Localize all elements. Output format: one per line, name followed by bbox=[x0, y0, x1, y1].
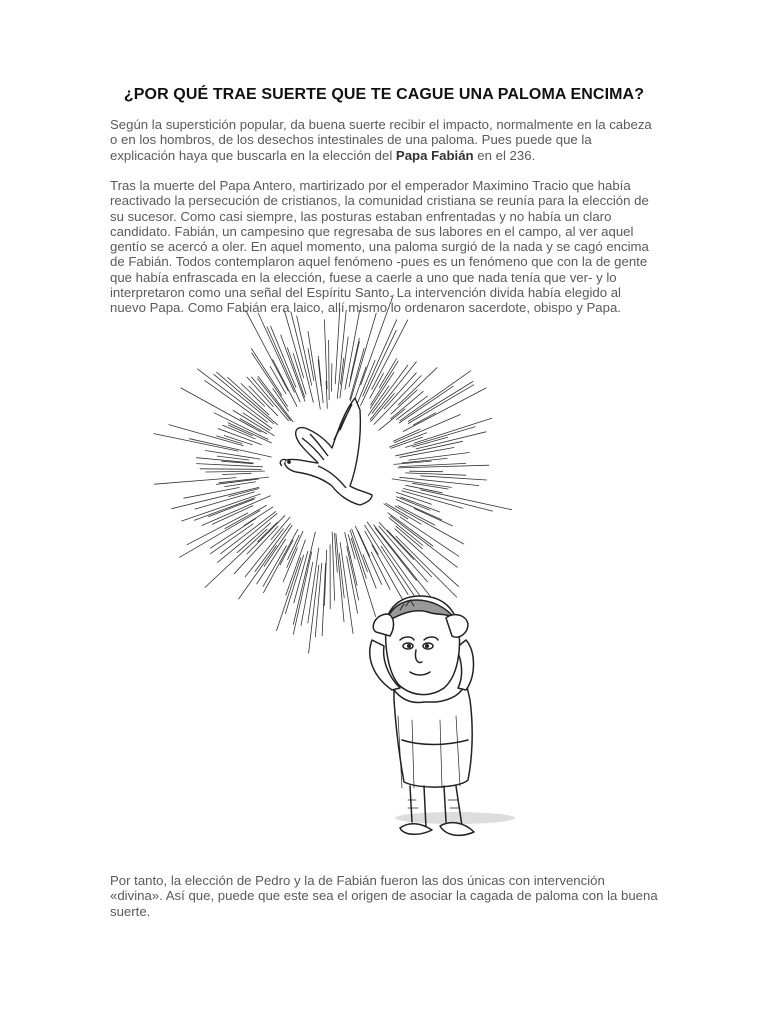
light-ray bbox=[206, 471, 265, 472]
light-ray bbox=[318, 360, 321, 386]
intro-text-before: Según la superstición popular, da buena suerte recibir el impacto, normalmente en la cabeza o en los hombros, de los desechos intestinales de una paloma. Pues puede que la explicación haya que buscarla en la elección del bbox=[110, 117, 652, 163]
light-ray bbox=[257, 539, 286, 584]
light-ray bbox=[335, 309, 340, 384]
light-ray bbox=[408, 382, 473, 422]
light-ray bbox=[331, 364, 332, 392]
light-ray bbox=[392, 479, 451, 488]
light-ray bbox=[414, 418, 492, 443]
light-ray bbox=[200, 469, 262, 470]
light-ray bbox=[408, 385, 474, 424]
light-ray bbox=[421, 476, 487, 480]
light-ray bbox=[358, 531, 370, 557]
light-ray bbox=[374, 376, 421, 425]
light-ray bbox=[308, 331, 320, 409]
light-ray bbox=[247, 516, 285, 554]
light-ray bbox=[332, 532, 334, 600]
light-ray bbox=[318, 356, 323, 402]
light-ray bbox=[219, 477, 268, 483]
light-ray bbox=[335, 534, 338, 573]
light-ray bbox=[397, 497, 430, 510]
light-ray bbox=[315, 563, 322, 637]
light-ray bbox=[184, 488, 240, 499]
light-ray bbox=[246, 310, 289, 391]
light-ray bbox=[196, 458, 253, 463]
light-ray bbox=[241, 384, 265, 407]
paragraph-story: Tras la muerte del Papa Antero, martirizado por el emperador Maximino Tracio que había reactivado la persecución de cristianos, la comunidad cristiana se reunía para la elección de su sucesor. Como casi siempre, las posturas estaban enfrentadas y no había un claro candidato. Fabián, un campesino que regresaba de sus labores en el campo, al ver aquel gentío se acercó a oler. En aquel momento, una paloma surgió de la nada y se cagó encima de Fabián. Todos contemplaron aquel fenómeno -pues es un fenómeno que con la de gente que había enfrascada en la elección, fuese a caerle a uno que nada tenía que ver- y lo interpretaron como una señal del Espíritu Santo. La intervención divida había elegido al nuevo Papa. Como Fabián era laico, allí mismo lo ordenaron sacerdote, obispo y Papa. bbox=[110, 178, 649, 316]
light-ray bbox=[205, 529, 267, 587]
light-ray bbox=[386, 503, 421, 524]
light-ray bbox=[350, 338, 359, 379]
light-ray bbox=[363, 320, 397, 396]
light-ray bbox=[370, 373, 384, 398]
intro-bold-name: Papa Fabián bbox=[395, 147, 474, 163]
light-ray bbox=[379, 359, 396, 388]
light-ray bbox=[340, 337, 348, 398]
light-ray bbox=[324, 320, 327, 389]
light-ray bbox=[402, 491, 463, 509]
light-ray bbox=[263, 546, 286, 587]
light-ray bbox=[347, 546, 359, 600]
light-ray bbox=[406, 485, 443, 493]
light-ray bbox=[336, 534, 344, 622]
light-ray bbox=[297, 316, 312, 385]
light-ray bbox=[395, 529, 459, 587]
light-ray bbox=[223, 473, 252, 474]
light-ray bbox=[287, 531, 303, 567]
light-ray bbox=[397, 396, 428, 419]
dove-icon bbox=[280, 398, 372, 505]
light-ray bbox=[181, 388, 261, 432]
light-ray bbox=[214, 374, 274, 423]
light-ray bbox=[197, 464, 263, 467]
intro-text-after: en el 236. bbox=[473, 147, 536, 163]
light-ray bbox=[391, 391, 424, 419]
paragraph-conclusion: Por tanto, la elección de Pedro y la de Fabián fueron las dos únicas con intervención «divina». Así que, puede que este sea el origen de asociar la cagada de paloma con la buena suerte. bbox=[110, 873, 658, 919]
light-ray bbox=[402, 458, 447, 463]
page-title: ¿POR QUÉ TRAE SUERTE QUE TE CAGUE UNA PALOMA ENCIMA? bbox=[123, 86, 645, 103]
light-ray bbox=[416, 432, 486, 449]
light-ray bbox=[322, 563, 326, 636]
light-ray bbox=[198, 369, 268, 422]
light-ray bbox=[349, 342, 359, 387]
light-ray bbox=[372, 365, 408, 413]
light-ray bbox=[398, 465, 489, 468]
light-ray bbox=[406, 473, 466, 475]
light-ray bbox=[217, 372, 278, 425]
light-ray bbox=[205, 380, 272, 428]
light-ray bbox=[271, 326, 296, 387]
light-ray bbox=[329, 340, 330, 399]
light-ray bbox=[224, 436, 252, 445]
light-ray bbox=[403, 489, 492, 512]
light-ray bbox=[267, 327, 300, 402]
man-figure bbox=[370, 596, 515, 835]
light-ray bbox=[217, 479, 259, 484]
light-ray bbox=[410, 471, 443, 472]
light-ray bbox=[218, 429, 261, 445]
